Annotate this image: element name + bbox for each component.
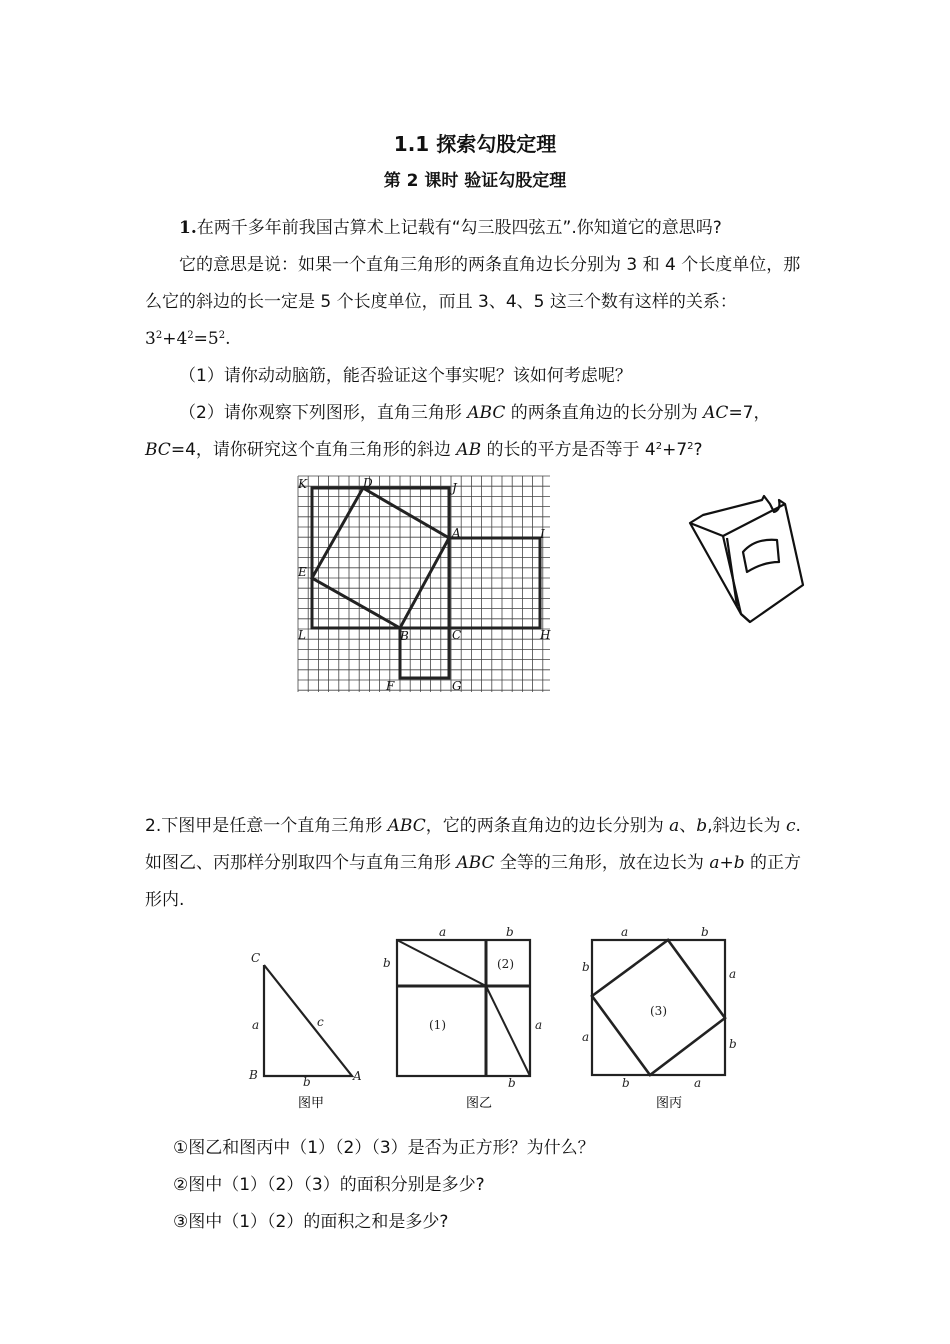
label-g: G [452, 679, 462, 693]
yi-region-1: (1) [429, 1018, 446, 1032]
label-a: A [452, 526, 461, 540]
page-title: 1.1 探索勾股定理 [393, 132, 557, 156]
bing-left-a: a [582, 1030, 590, 1044]
question-2: ②图中（1）（2）（3）的面积分别是多少? [173, 1175, 485, 1195]
square-aich [449, 538, 540, 628]
label-i: I [540, 527, 545, 541]
q1-sub1: （1）请你动动脑筋，能否验证这个事实呢？该如何考虑呢？ [179, 366, 632, 386]
bing-bottom-b: b [622, 1076, 630, 1090]
lesson-subtitle: 第 2 课时 验证勾股定理 [383, 171, 567, 191]
jia-side-c: c [317, 1015, 324, 1029]
label-e: E [298, 565, 307, 579]
label-c: C [452, 628, 462, 642]
figure-jia [248, 951, 362, 1111]
label-k: K [298, 477, 307, 491]
q1-meaning: 它的意思是说：如果一个直角三角形的两条直角边长分别为 3 和 4 个长度单位，那么它的斜边的长一定是 5 个长度单位，而且 3、4、5 这三个数有这样的关系：$3^2+4^2=5^2$. [145, 255, 801, 349]
bing-bottom-a: a [694, 1076, 702, 1090]
label-l: L [298, 628, 306, 642]
q1-sub2: （2）请你观察下列图形，直角三角形 ABC 的两条直角边的长分别为 AC=7，BC=4，请你研究这个直角三角形的斜边 AB 的长的平方是否等于 $4^2+7^2$? [145, 403, 771, 460]
yi-top-b: b [506, 925, 514, 939]
yi-region-2: (2) [497, 957, 514, 971]
label-h: H [540, 628, 551, 642]
jia-label-a: A [353, 1069, 362, 1083]
q1-intro: 1.在两千多年前我国古算术上记载有“勾三股四弦五”.你知道它的意思吗? [179, 218, 722, 238]
label-j: J [452, 481, 457, 495]
yi-top-a: a [439, 925, 447, 939]
bing-left-b: b [582, 960, 590, 974]
figures-row [240, 922, 760, 1117]
square-kdjl [312, 488, 449, 628]
figure-yi [383, 925, 542, 1111]
caption-bing: 图丙 [656, 1096, 683, 1111]
yi-bottom-b: b [508, 1076, 516, 1090]
bing-top-a: a [621, 925, 629, 939]
jia-side-a: a [252, 1018, 260, 1032]
bing-right-b: b [729, 1037, 737, 1051]
yi-left-b: b [383, 956, 391, 970]
label-f: F [386, 679, 395, 693]
q1-equation: $3^2+4^2=5^2$. [145, 329, 231, 349]
caption-jia: 图甲 [298, 1096, 325, 1111]
question-3: ③图中（1）（2）的面积之和是多少? [173, 1212, 449, 1232]
bing-region-3: (3) [650, 1004, 667, 1018]
box-drawing [685, 490, 810, 630]
grid-figure [290, 472, 560, 698]
label-d: D [363, 476, 373, 490]
tilted-square [312, 488, 449, 628]
label-b: B [400, 629, 409, 643]
figure-bing [582, 925, 737, 1111]
yi-right-a: a [535, 1018, 543, 1032]
bing-right-a: a [729, 967, 737, 981]
bing-top-b: b [701, 925, 709, 939]
jia-label-b: B [249, 1068, 258, 1082]
question-1: ①图乙和图丙中（1）（2）（3）是否为正方形？为什么？ [173, 1138, 595, 1158]
caption-yi: 图乙 [466, 1096, 493, 1111]
jia-side-b: b [303, 1075, 311, 1089]
q2-text: 2.下图甲是任意一个直角三角形 ABC，它的两条直角边的边长分别为 a、b,斜边长为 c.如图乙、丙那样分别取四个与直角三角形 ABC 全等的三角形，放在边长为 a+b 的正方形内. [145, 816, 801, 910]
jia-label-c: C [251, 951, 261, 965]
q1-text [145, 210, 810, 469]
